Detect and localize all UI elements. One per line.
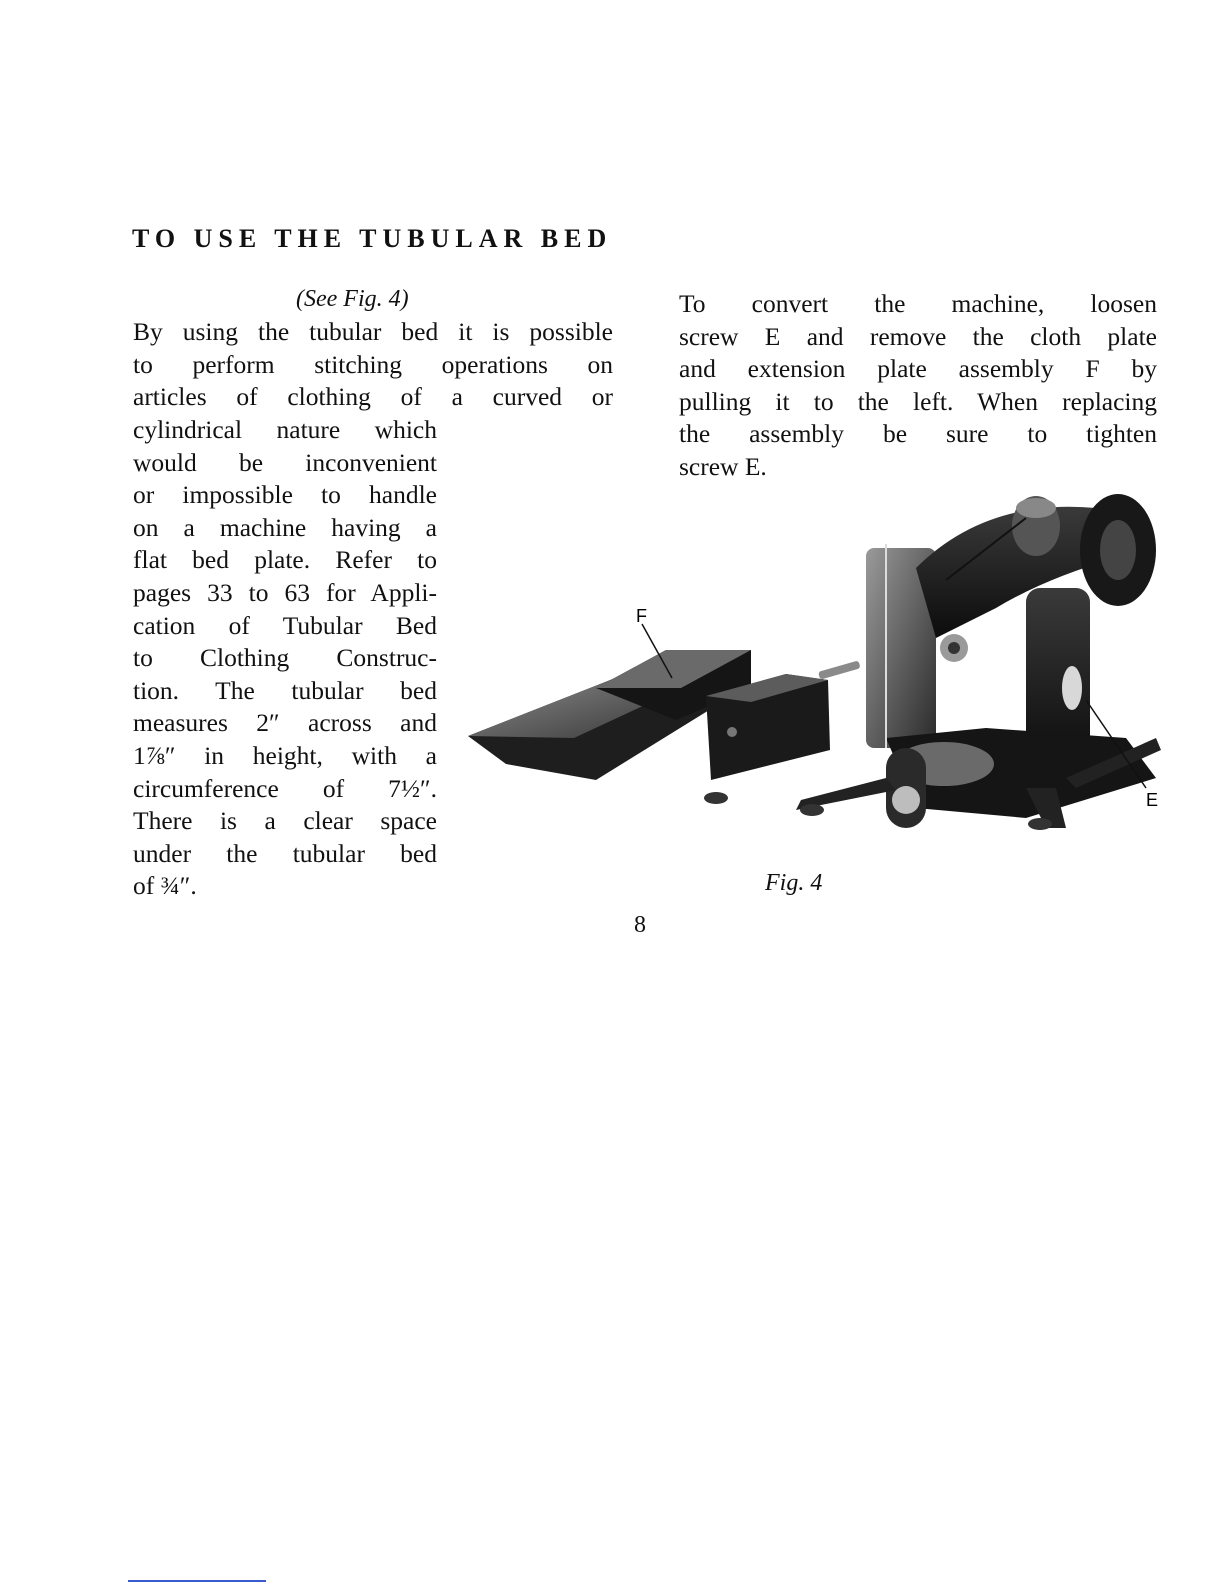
text-line: screw E. <box>679 451 767 481</box>
text-line: pulling it to the left. When replacing <box>679 386 1157 416</box>
sewing-machine-illustration <box>466 488 1166 848</box>
machine-body <box>796 494 1161 830</box>
text-line: cylindrical nature which <box>133 415 437 444</box>
left-paragraph-narrow <box>133 414 437 903</box>
text-line: By using the tubular bed it is possible <box>133 317 613 346</box>
text-line: To convert the machine, loosen <box>679 289 1157 318</box>
figure-reference: (See Fig. 4) <box>296 286 409 312</box>
text-line: flat bed plate. Refer to <box>133 545 437 575</box>
text-line: articles of clothing of a curved or <box>133 382 613 412</box>
text-line: the assembly be sure to tighten <box>679 419 1157 449</box>
text-line: pages 33 to 63 for Appli- <box>133 577 437 607</box>
left-paragraph-top <box>133 316 613 414</box>
text-line: of ¾″. <box>133 871 197 901</box>
figure-caption: Fig. 4 <box>765 870 823 896</box>
text-line: 1⅞″ in height, with a <box>133 740 437 770</box>
text-line: There is a clear space <box>133 806 437 836</box>
text-line: measures 2″ across and <box>133 708 437 738</box>
extension-plate-assembly <box>468 650 861 804</box>
text-line: and extension plate assembly F by <box>679 354 1157 384</box>
footer-divider <box>128 1580 266 1582</box>
text-line: or impossible to handle <box>133 480 437 510</box>
section-heading: TO USE THE TUBULAR BED <box>132 224 613 253</box>
text-line: on a machine having a <box>133 512 437 542</box>
text-line: would be inconvenient <box>133 447 437 477</box>
label-f: F <box>636 606 647 626</box>
label-e: E <box>1146 790 1159 810</box>
page-number: 8 <box>634 912 646 938</box>
text-line: under the tubular bed <box>133 838 437 868</box>
text-line: cation of Tubular Bed <box>133 610 437 640</box>
text-line: to perform stitching operations on <box>133 349 613 379</box>
text-line: tion. The tubular bed <box>133 675 437 705</box>
text-line: screw E and remove the cloth plate <box>679 321 1157 351</box>
text-line: to Clothing Construc- <box>133 643 437 673</box>
right-paragraph <box>679 288 1157 484</box>
text-line: circumference of 7½″. <box>133 773 437 803</box>
